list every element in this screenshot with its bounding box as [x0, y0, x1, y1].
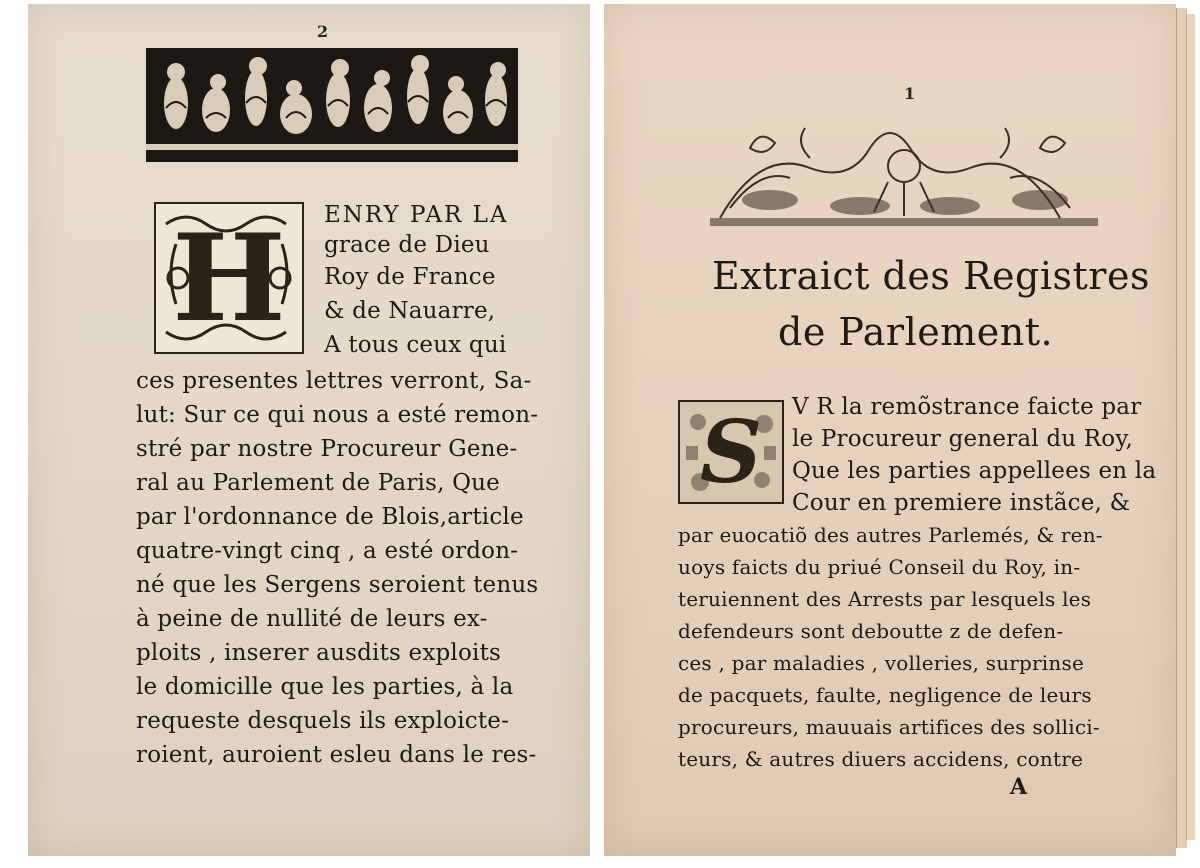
ornament-headpiece-left — [146, 48, 518, 162]
text-line: ces presentes lettres verront, Sa- — [136, 368, 532, 394]
text-line: né que les Sergens seroient tenus — [136, 572, 539, 598]
text-line: quatre-vingt cinq , a esté ordon- — [136, 538, 519, 564]
right-page — [604, 4, 1176, 856]
page-number-right: 1 — [904, 84, 916, 103]
text-line: ral au Parlement de Paris, Que — [136, 470, 500, 496]
text-line: Cour en premiere instãce, & — [792, 490, 1131, 516]
heading-line-1: Extraict des Registres — [712, 254, 1150, 298]
text-line: stré par nostre Procureur Gene- — [136, 436, 518, 462]
text-line: par euocatiõ des autres Parlemés, & ren- — [678, 523, 1103, 547]
text-line: à peine de nullité de leurs ex- — [136, 606, 488, 632]
page-edge — [1186, 14, 1195, 840]
text-line: ces , par maladies , volleries, surprinse — [678, 651, 1084, 675]
text-line: Roy de France — [324, 264, 496, 290]
text-line: par l'ordonnance de Blois,article — [136, 504, 524, 530]
text-line: roient, auroient esleu dans le res- — [136, 742, 537, 768]
text-line: uoys faicts du priué Conseil du Roy, in- — [678, 555, 1081, 579]
drop-cap-letter-s: S — [699, 401, 763, 503]
text-line: de pacquets, faulte, negligence de leurs — [678, 683, 1092, 707]
text-line: requeste desquels ils exploicte- — [136, 708, 510, 734]
drop-cap-letter-h: H — [172, 207, 286, 349]
heading-line-2: de Parlement. — [778, 310, 1054, 354]
drop-cap-s — [678, 400, 784, 504]
text-line: Que les parties appellees en la — [792, 458, 1157, 484]
text-line: defendeurs sont deboutte z de defen- — [678, 619, 1064, 643]
text-line: le domicille que les parties, à la — [136, 674, 514, 700]
text-line: procureurs, mauuais artifices des sollici- — [678, 715, 1100, 739]
ornament-headpiece-right — [710, 118, 1098, 234]
text-line: & de Nauarre, — [324, 298, 496, 324]
left-page — [28, 4, 590, 856]
text-line: A tous ceux qui — [324, 332, 507, 358]
text-line: V R la remõstrance faicte par — [792, 394, 1142, 420]
drop-cap-h — [154, 202, 304, 354]
signature-mark: A — [1010, 774, 1028, 800]
text-line: grace de Dieu — [324, 232, 490, 258]
text-line: lut: Sur ce qui nous a esté remon- — [136, 402, 539, 428]
text-line: ENRY PAR LA — [324, 202, 509, 228]
text-line: teurs, & autres diuers accidens, contre — [678, 747, 1083, 771]
text-line: ploits , inserer ausdits exploits — [136, 640, 502, 666]
page-number-left: 2 — [317, 22, 329, 41]
text-line: le Procureur general du Roy, — [792, 426, 1134, 452]
text-line: teruiennent des Arrests par lesquels les — [678, 587, 1092, 611]
